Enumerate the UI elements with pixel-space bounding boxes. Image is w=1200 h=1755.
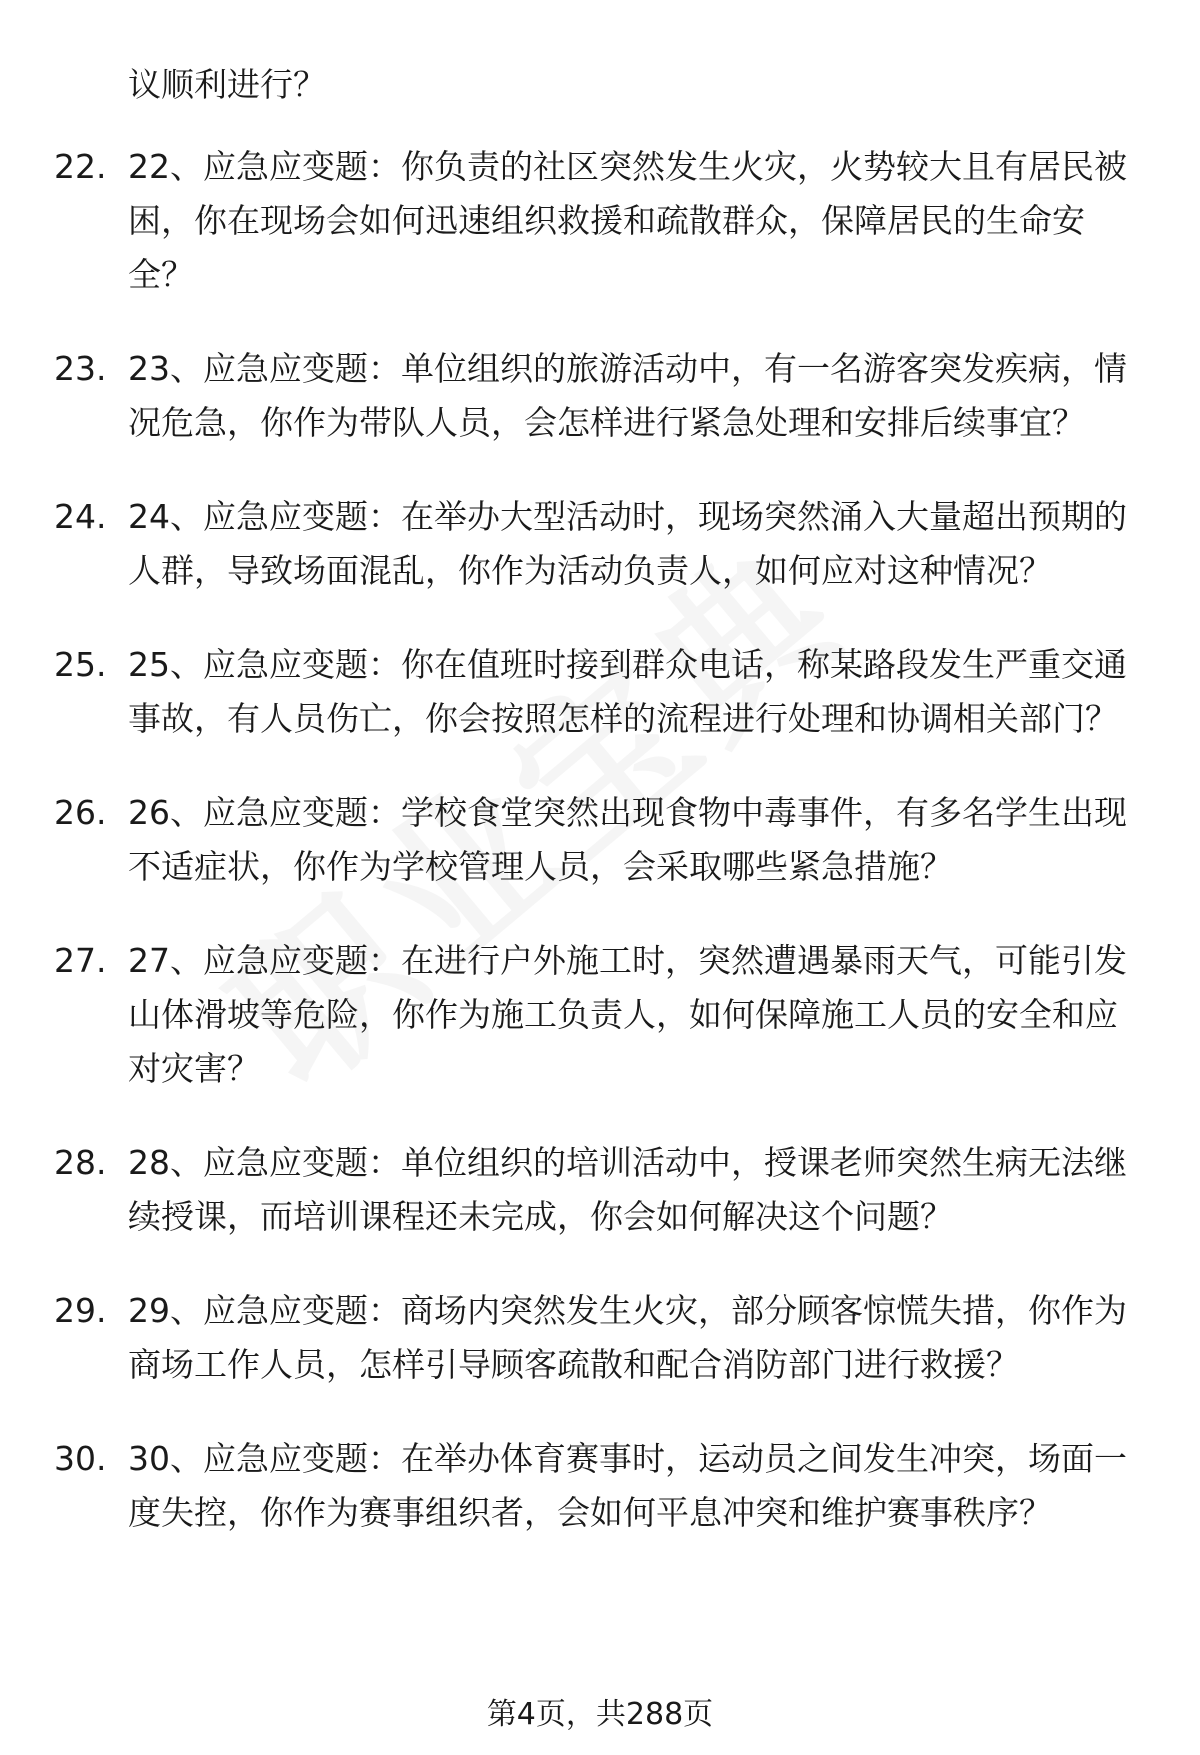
list-item: [0, 786, 1200, 894]
question-number: 26.: [54, 793, 107, 832]
question-text: 29、应急应变题：商场内突然发生火灾，部分顾客惊慌失措，你作为商场工作人员，怎样引导顾客疏散和配合消防部门进行救援？: [128, 1291, 1127, 1384]
question-text: 27、应急应变题：在进行户外施工时，突然遭遇暴雨天气，可能引发山体滑坡等危险，你作为施工负责人，如何保障施工人员的安全和应对灾害？: [128, 941, 1127, 1088]
question-text: 30、应急应变题：在举办体育赛事时，运动员之间发生冲突，场面一度失控，你作为赛事组织者，会如何平息冲突和维护赛事秩序？: [128, 1439, 1127, 1532]
list-item: [0, 934, 1200, 1096]
question-number: 28.: [54, 1143, 107, 1182]
question-number: 25.: [54, 645, 107, 684]
question-text: 26、应急应变题：学校食堂突然出现食物中毒事件，有多名学生出现不适症状，你作为学校管理人员，会采取哪些紧急措施？: [128, 793, 1127, 886]
list-item: [0, 490, 1200, 598]
list-item: [0, 342, 1200, 450]
continuation-text: 议顺利进行？: [128, 65, 326, 104]
question-number: 27.: [54, 941, 107, 980]
list-item: [0, 1136, 1200, 1244]
question-text: 25、应急应变题：你在值班时接到群众电话，称某路段发生严重交通事故，有人员伤亡，你会按照怎样的流程进行处理和协调相关部门？: [128, 645, 1127, 738]
list-item: [0, 1284, 1200, 1392]
question-list: [0, 140, 1200, 1580]
question-number: 24.: [54, 497, 107, 536]
question-number: 29.: [54, 1291, 107, 1330]
question-text: 24、应急应变题：在举办大型活动时，现场突然涌入大量超出预期的人群，导致场面混乱，你作为活动负责人，如何应对这种情况？: [128, 497, 1127, 590]
question-number: 23.: [54, 349, 107, 388]
page-footer: 第4页，共288页: [486, 1697, 714, 1732]
question-number: 22.: [54, 147, 107, 186]
question-number: 30.: [54, 1439, 107, 1478]
list-item: [0, 1432, 1200, 1540]
list-item: [0, 140, 1200, 302]
question-text: 28、应急应变题：单位组织的培训活动中，授课老师突然生病无法继续授课，而培训课程还未完成，你会如何解决这个问题？: [128, 1143, 1127, 1236]
question-text: 23、应急应变题：单位组织的旅游活动中，有一名游客突发疾病，情况危急，你作为带队人员，会怎样进行紧急处理和安排后续事宜？: [128, 349, 1127, 442]
list-item: [0, 638, 1200, 746]
question-text: 22、应急应变题：你负责的社区突然发生火灾，火势较大且有居民被困，你在现场会如何迅速组织救援和疏散群众，保障居民的生命安全？: [128, 147, 1127, 294]
